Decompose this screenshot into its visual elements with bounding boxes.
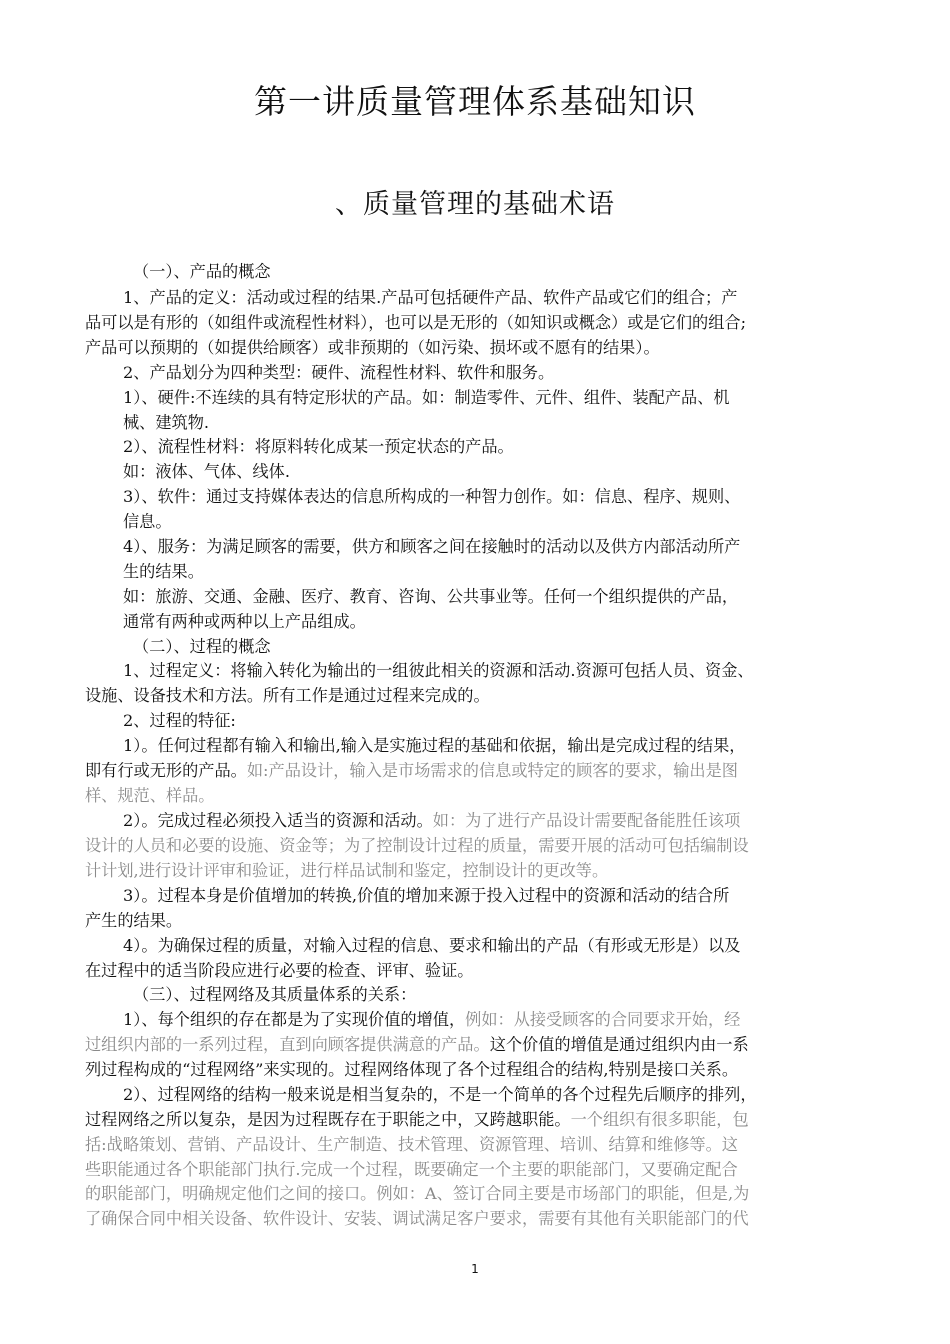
text-segment: 信息。 [123, 512, 172, 531]
text-segment: 些职能通过各个职能部门执行.完成一个过程，既要确定一个主要的职能部门，又要确定配合 [85, 1160, 738, 1179]
page-title: 第一讲质量管理体系基础知识 [254, 82, 696, 121]
text-segment: 产生的结果。 [85, 911, 183, 930]
text-segment: （一）、产品的概念 [133, 262, 271, 281]
text-line [123, 1083, 870, 1107]
text-segment: 械、建筑物. [123, 413, 210, 432]
text-segment: 1）、每个组织的存在都是为了实现价值的增值， [123, 1010, 466, 1029]
text-segment: 2、产品划分为四种类型：硬件、流程性材料、软件和服务。 [123, 363, 555, 382]
text-segment: 如:产品设计，输入是市场需求的信息或特定的顾客的要求，输出是图 [246, 761, 738, 780]
text-line [133, 260, 870, 284]
text-line [85, 1133, 870, 1157]
text-line [123, 386, 870, 410]
text-line [85, 834, 870, 858]
text-segment: 2）。完成过程必须投入适当的资源和活动。 [123, 811, 433, 830]
text-line [123, 585, 870, 609]
text-segment: 样、规范、样品。 [85, 786, 215, 805]
text-segment: 例如：从接受顾客的合同要求开始，经 [465, 1010, 741, 1029]
text-segment: 如：旅游、交通、金融、医疗、教育、咨询、公共事业等。任何一个组织提供的产品， [123, 587, 739, 606]
text-segment: 计计划,进行设计评审和验证，进行样品试制和鉴定，控制设计的更改等。 [85, 861, 609, 880]
text-line [85, 959, 870, 983]
text-segment: （三）、过程网络及其质量体系的关系： [133, 985, 417, 1004]
text-segment: 在过程中的适当阶段应进行必要的检查、评审、验证。 [85, 961, 474, 980]
text-line [123, 934, 870, 958]
text-line [123, 1008, 870, 1032]
text-segment: 4）。为确保过程的质量，对输入过程的信息、要求和输出的产品（有形或无形是）以及 [123, 936, 741, 955]
text-line [85, 759, 870, 783]
text-segment: 生的结果。 [123, 562, 204, 581]
text-segment: 品可以是有形的（如组件或流程性材料），也可以是无形的（如知识或概念）或是它们的组合; [85, 313, 747, 332]
text-line [123, 709, 870, 733]
text-line [123, 560, 870, 584]
text-line [123, 435, 870, 459]
text-segment: 2）、过程网络的结构一般来说是相当复杂的，不是一个简单的各个过程先后顺序的排列， [123, 1085, 757, 1104]
text-segment: （二）、过程的概念 [133, 637, 271, 656]
text-segment: 1、过程定义：将输入转化为输出的一组彼此相关的资源和活动.资源可包括人员、资金、 [123, 661, 754, 680]
text-line [123, 460, 870, 484]
text-line [123, 286, 870, 310]
text-line [85, 1182, 870, 1206]
text-line [85, 1033, 870, 1057]
text-segment: 括:战略策划、营销、产品设计、生产制造、技术管理、资源管理、培训、结算和维修等。这 [85, 1135, 738, 1154]
text-line [85, 336, 870, 360]
text-line [133, 635, 870, 659]
text-segment: 1）。任何过程都有输入和输出,输入是实施过程的基础和依据，输出是完成过程的结果， [123, 736, 746, 755]
text-line [85, 1158, 870, 1182]
text-segment: 即有行或无形的产品。 [85, 761, 247, 780]
text-line [123, 535, 870, 559]
text-segment: 了确保合同中相关设备、软件设计、安装、调试满足客户要求，需要有其他有关职能部门的代 [85, 1209, 749, 1228]
text-line [123, 809, 870, 833]
text-segment: 过组织内部的一系列过程，直到向顾客提供满意的产品。 [85, 1035, 490, 1054]
text-line [85, 1207, 870, 1231]
text-line [85, 909, 870, 933]
text-segment: 的职能部门，明确规定他们之间的接口。例如：A、签订合同主要是市场部门的职能，但是,为 [85, 1184, 750, 1203]
text-segment: 1）、硬件:不连续的具有特定形状的产品。如：制造零件、元件、组件、装配产品、机 [123, 388, 730, 407]
text-line [123, 610, 870, 634]
text-segment: 通常有两种或两种以上产品组成。 [123, 612, 366, 631]
text-line [85, 311, 870, 335]
text-line [123, 734, 870, 758]
text-line [123, 361, 870, 385]
text-line [85, 1108, 870, 1132]
text-line [123, 485, 870, 509]
text-segment: 一个组织有很多职能，包 [570, 1110, 749, 1129]
text-line [123, 411, 870, 435]
text-segment: 过程网络之所以复杂，是因为过程既存在于职能之中，又跨越职能。 [85, 1110, 571, 1129]
text-segment: 设计的人员和必要的设施、资金等；为了控制设计过程的质量，需要开展的活动可包括编制设 [85, 836, 749, 855]
text-line [85, 784, 870, 808]
text-segment: 3）、软件：通过支持媒体表达的信息所构成的一种智力创作。如：信息、程序、规则、 [123, 487, 741, 506]
text-segment: 产品可以预期的（如提供给顾客）或非预期的（如污染、损坏或不愿有的结果）。 [85, 338, 660, 357]
text-line [123, 659, 870, 683]
text-line [123, 884, 870, 908]
text-segment: 列过程构成的“过程网络”来实现的。过程网络体现了各个过程组合的结构,特别是接口关系。 [85, 1060, 739, 1079]
text-segment: 这个价值的增值是通过组织内由一系 [489, 1035, 749, 1054]
text-line [85, 684, 870, 708]
text-segment: 1、产品的定义：活动或过程的结果.产品可包括硬件产品、软件产品或它们的组合；产 [123, 288, 738, 307]
text-line [85, 1058, 870, 1082]
text-line [133, 983, 870, 1007]
text-segment: 4）、服务：为满足顾客的需要，供方和顾客之间在接触时的活动以及供方内部活动所产 [123, 537, 741, 556]
text-segment: 如：为了进行产品设计需要配备能胜任该项 [432, 811, 741, 830]
text-segment: 2）、流程性材料：将原料转化成某一预定状态的产品。 [123, 437, 514, 456]
text-segment: 2、过程的特征: [123, 711, 236, 730]
text-segment: 设施、设备技术和方法。所有工作是通过过程来完成的。 [85, 686, 490, 705]
text-line [85, 859, 870, 883]
page-number: 1 [471, 1262, 479, 1276]
text-segment: 3）。过程本身是价值增加的转换,价值的增加来源于投入过程中的资源和活动的结合所 [123, 886, 730, 905]
section-heading: 、质量管理的基础术语 [335, 189, 615, 220]
text-line [123, 510, 870, 534]
text-segment: 如：液体、气体、线体. [123, 462, 291, 481]
